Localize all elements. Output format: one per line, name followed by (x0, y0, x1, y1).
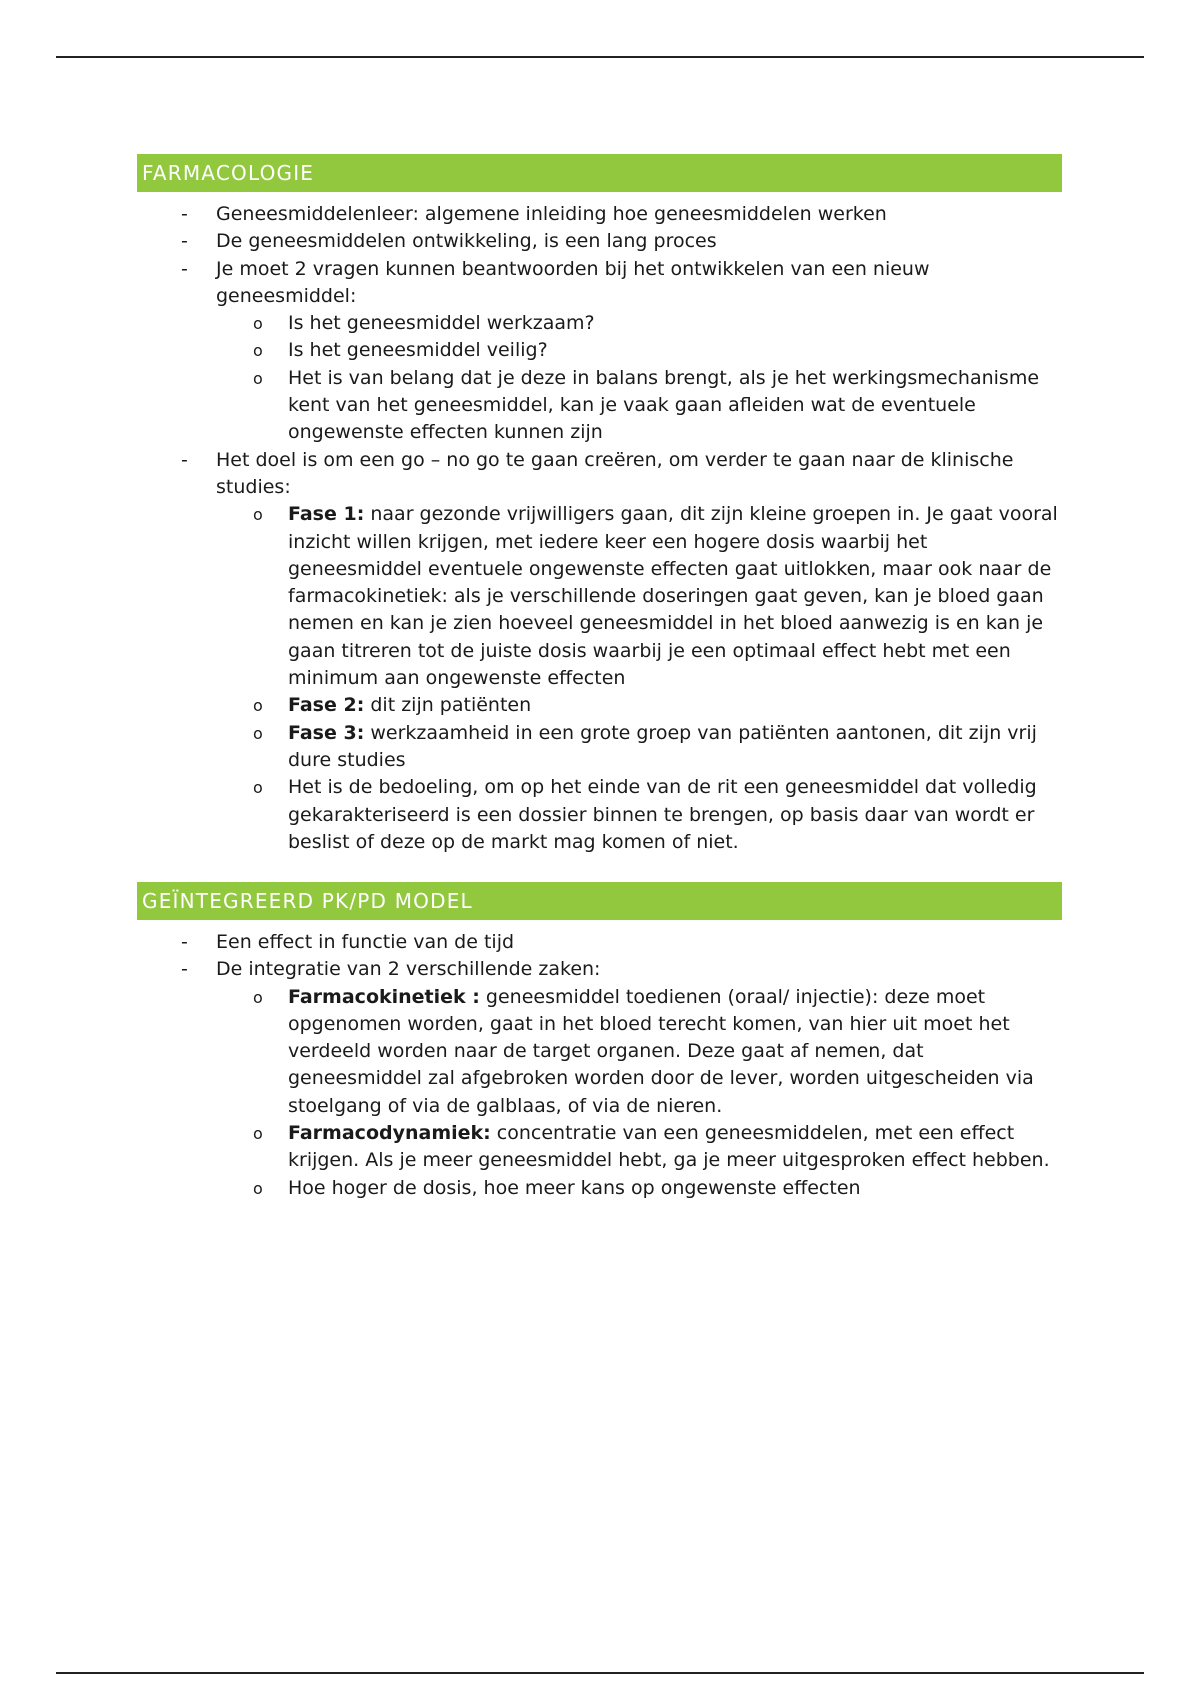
list-item-text: De geneesmiddelen ontwikkeling, is een lang proces (216, 230, 717, 253)
dash-bullet: - (181, 448, 188, 471)
list-item (137, 447, 1062, 856)
circle-bullet: o (253, 987, 263, 1007)
list-item-text: Een effect in functie van de tijd (216, 931, 515, 953)
dash-bullet: - (181, 203, 188, 225)
sub-list-item (137, 1120, 1062, 1175)
section-farmacologie (137, 154, 1062, 856)
sub-list-item (137, 720, 1062, 775)
list-item (137, 201, 1062, 228)
phase-label: Fase 1: (288, 503, 365, 526)
header-rule (56, 56, 1144, 58)
term-label: Farmacodynamiek: (288, 1122, 491, 1145)
sub-item-text: Is het geneesmiddel werkzaam? (288, 312, 595, 335)
circle-bullet: o (253, 696, 263, 716)
term-label: Farmacokinetiek : (288, 985, 480, 1008)
sub-item-text: dit zijn patiënten (364, 694, 532, 717)
sub-list-item (137, 774, 1062, 856)
sub-list-item (137, 310, 1062, 337)
sub-list-item (137, 1175, 1062, 1202)
sub-list (137, 501, 1062, 856)
section-heading: GEÏNTEGREERD PK/PD MODEL (137, 882, 1062, 920)
bullet-list (137, 201, 1062, 856)
bullet-list (137, 929, 1062, 1202)
sub-item-text: Hoe hoger de dosis, hoe meer kans op ongewenste effecten (288, 1176, 861, 1199)
sub-list-item (137, 501, 1062, 692)
circle-bullet: o (253, 341, 263, 361)
circle-bullet: o (253, 723, 263, 743)
list-item-text: Geneesmiddelenleer: algemene inleiding hoe geneesmiddelen werken (216, 203, 887, 225)
sub-item-text: werkzaamheid in een grote groep van patiënten aantonen, dit zijn vrij dure studies (288, 721, 1037, 771)
list-item (137, 228, 1062, 255)
list-item (137, 929, 1062, 956)
dash-bullet: - (181, 230, 188, 253)
sub-item-text: geneesmiddel toedienen (oraal/ injectie): deze moet opgenomen worden, gaat in het bloed terecht komen, van hier uit moet het verdeeld worden naar de target organen. Deze gaat af nemen, dat geneesmiddel zal afgebroken worden door de lever, worden uitgescheiden via stoelgang of via de galblaas, of via de nieren. (288, 985, 1034, 1117)
sub-item-text: concentratie van een geneesmiddelen, met een effect krijgen. Als je meer geneesmiddel hebt, ga je meer uitgesproken effect hebben. (288, 1122, 1050, 1172)
sub-list (137, 310, 1062, 446)
section-heading: FARMACOLOGIE (137, 154, 1062, 192)
circle-bullet: o (253, 505, 263, 525)
sub-list-item (137, 365, 1062, 447)
sub-list-item (137, 692, 1062, 719)
dash-bullet: - (181, 958, 188, 981)
list-item-text: Het doel is om een go – no go te gaan creëren, om verder te gaan naar de klinische studies: (216, 448, 1014, 498)
circle-bullet: o (253, 314, 263, 334)
sub-list-item (137, 337, 1062, 364)
list-item-text: De integratie van 2 verschillende zaken: (216, 958, 601, 981)
list-item-text: Je moet 2 vragen kunnen beantwoorden bij het ontwikkelen van een nieuw geneesmiddel: (216, 257, 930, 307)
phase-label: Fase 3: (288, 721, 365, 744)
circle-bullet: o (253, 778, 263, 798)
circle-bullet: o (253, 1124, 263, 1144)
circle-bullet: o (253, 368, 263, 388)
dash-bullet: - (181, 257, 188, 280)
sub-item-text: Het is de bedoeling, om op het einde van de rit een geneesmiddel dat volledig gekarakteriseerd is een dossier binnen te brengen, op basis daar van wordt er beslist of deze op de markt mag komen of niet. (288, 776, 1037, 853)
sub-item-text: naar gezonde vrijwilligers gaan, dit zijn kleine groepen in. Je gaat vooral inzicht willen krijgen, met iedere keer een hogere dosis waarbij het geneesmiddel eventuele ongewenste effecten gaat uitlokken, maar ook naar de farmacokinetiek: als je verschillende doseringen gaat geven, kan je bloed gaan nemen en kan je zien hoeveel geneesmiddel in het bloed aanwezig is en kan je gaan titreren tot de juiste dosis waarbij je een optimaal effect hebt met een minimum aan ongewenste effecten (288, 503, 1058, 690)
sub-item-text: Het is van belang dat je deze in balans brengt, als je het werkingsmechanisme kent van het geneesmiddel, kan je vaak gaan afleiden wat de eventuele ongewenste effecten kunnen zijn (288, 366, 1040, 444)
phase-label: Fase 2: (288, 694, 365, 717)
sub-item-text: Is het geneesmiddel veilig? (288, 339, 548, 362)
sub-list-item (137, 984, 1062, 1120)
sub-list (137, 984, 1062, 1202)
circle-bullet: o (253, 1178, 263, 1198)
list-item (137, 256, 1062, 447)
footer-rule (56, 1672, 1144, 1674)
dash-bullet: - (181, 931, 188, 953)
list-item (137, 956, 1062, 1202)
section-pkpd-model (137, 882, 1062, 1202)
